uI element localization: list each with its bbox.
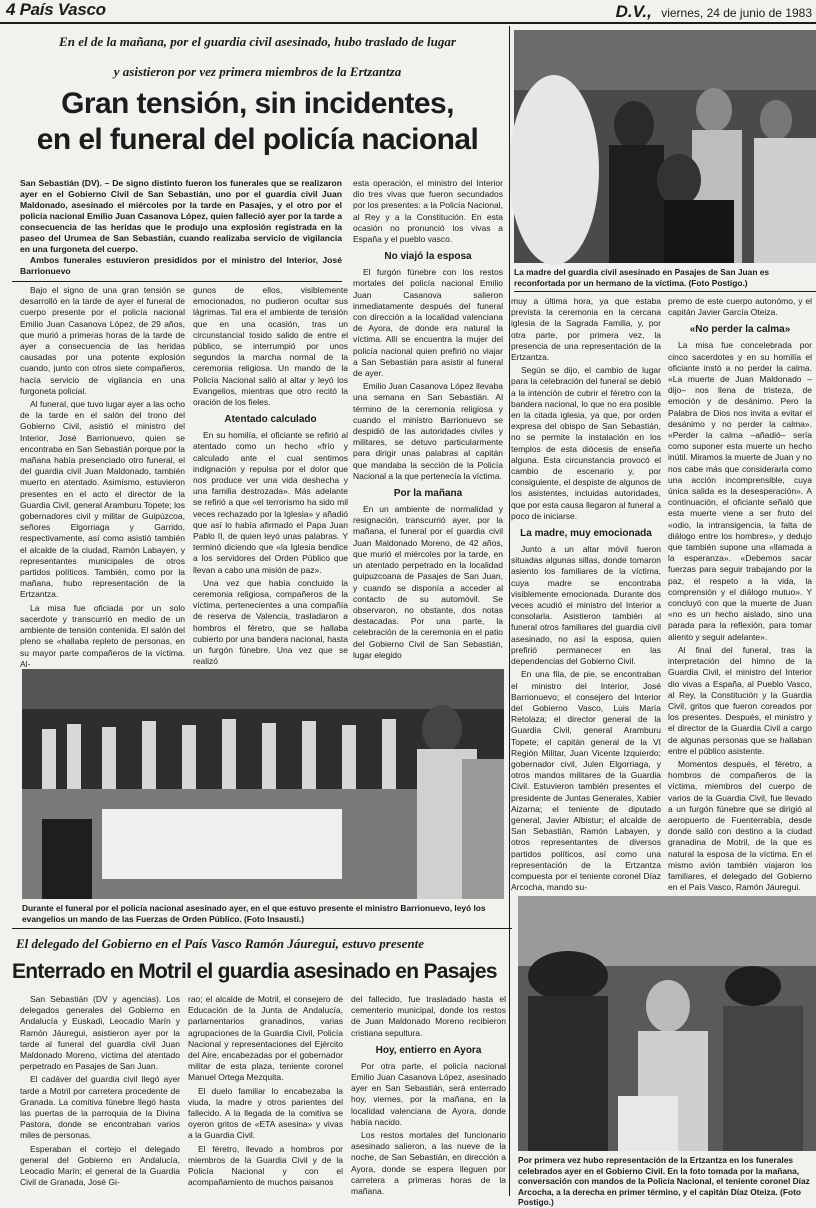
story1-headline — [10, 86, 505, 158]
paragraph: esta operación, el ministro del Interior dio tres vivas que fueron secundados por los presentes: a la Policía Nacional, al Rey y a la Constitución. En esta ocasión no pronunció los vivas a España y el pueblo vasco. — [353, 178, 503, 245]
paragraph: San Sebastián (DV y agencias). Los delegados generales del Gobierno en Andalucía y Euskadi, Leocadio Marín y Ramón Jáuregui, asistieron ayer por la tarde al funeral del guardia civil Juan Maldonado Moreno, víctima del atentado perpetrado en Pasajes de San Juan. — [20, 994, 180, 1072]
paragraph: En un ambiente de normalidad y resignación, transcurrió ayer, por la mañana, el funeral por el guardia civil Juan Maldonado Moreno, de 42 años, que murió el miércoles por la tarde, en un atentado perpetrado en la localidad guipuzcoana de Pasajes de San Juan, y cuando se disponía a acceder al contacto de su automóvil. Se observaron, no obstante, dos notas destacadas. Por una parte, la celebración de la ceremonia en el patio del Gobierno Civil de San Sebastián, lugar elegido — [353, 504, 503, 660]
paragraph: En una fila, de pie, se encontraban el ministro del Interior, José Barrionuevo; el consejero del Interior del Gobierno Vasco, Luis María Retolaza; el director general de la Guardia Civil, general Aramburu Topete; el capitán general de la VI Región Militar, Juan Vicente Izquierdo; gobernador civil, Julen Elgorriaga, y otros mandos militares de la Guardia Civil. Estuvieron también presentes el presidente de Juntas Generales, Xabier Aizarna; el teniente de diputado general, Javier Albistur; el alcalde de San Sebastián, Ramón Labayen, y otros representantes de diversos partidos políticos, así como una representación de la Ertzantza compuesta por el teniente coronel Díaz Arcocha, mando su- — [511, 669, 661, 893]
issue-date: viernes, 24 de junio de 1983 — [661, 6, 812, 20]
photo-funeral-image — [22, 669, 504, 899]
story2-headline: Enterrado en Motril el guardia asesinado en Pasajes — [12, 960, 497, 983]
paragraph: El féretro, llevado a hombros por miembros de la Guardia Civil y de la Policía Nacional y con el acompañamiento de muchos paisanos — [188, 1143, 343, 1188]
paragraph: Por otra parte, el policía nacional Emilio Juan Casanova López, asesinado ayer en San Sebastián, será enterrado hoy, viernes, por la mañana, en la localidad valenciana de Ayora, donde había nacido. — [351, 1060, 506, 1127]
paragraph: Al funeral, que tuvo lugar ayer a las ocho de la tarde en el salón del trono del Gobierno Civil, asistió el ministro del Interior, José Barrionuevo, quien se encontraba en San Sebastián porque por la mañana había presenciado otro funeral, el del guardia civil Juan Maldonado, también muerto en atentado. Asimismo, estuvieron presentes en el acto el director de la Guardia Civil, general Aramburu Topete; los gobernadores civil y militar de Guipúzcoa, señores Elgorriaga y Garrido, respectivamente, así como asistió también el alcalde de la ciudad, Ramón Labayen, y representantes municipales de otros partidos políticos. También, como por la mañana, hubo representación de la Ertzantza. — [20, 399, 185, 600]
subhead-esposa: No viajó la esposa — [384, 251, 472, 263]
photo-mother-image — [514, 30, 816, 263]
caption1-divider — [514, 291, 816, 292]
subhead-ayora: Hoy, entierro en Ayora — [375, 1044, 482, 1056]
paragraph: Esperaban el cortejo el delegado general del Gobierno en Andalucía, Leocadio Marín; el general de la Guardia Civil de Granada, José Gi- — [20, 1143, 180, 1188]
paragraph: Bajo el signo de una gran tensión se desarrolló en la tarde de ayer el funeral de cuerpo presente por el policía nacional Emilio Juan Casanova López, de 29 años, que murió a primeras horas de la tarde de ayer a consecuencia de las heridas causadas por una potente explosión cuando, junto con otros siete compañeros, hacía servicio de vigilancia en una furgoneta policial. — [20, 285, 185, 396]
paragraph: Junto a un altar móvil fueron situadas algunas sillas, donde tomaron asiento los familiares de la víctima, cuya madre se encontraba visiblemente emocionada. Durante dos veces acudió el ministro del Interior a consolarla. Asistieron también al funeral otros familiares del guardia civil asesinado, no así la esposa, quien prefirió permanecer en las dependencias del Gobierno Civil. — [511, 544, 661, 667]
story2-kicker: El delegado del Gobierno en el País Vasco Ramón Jáuregui, estuvo presente — [16, 936, 425, 951]
paragraph: premo de este cuerpo autonómo, y el capitán Javier García Oteiza. — [668, 296, 812, 318]
section-label: 4 País Vasco — [6, 0, 106, 19]
subhead-manana: Por la mañana — [393, 488, 463, 500]
paper-name: D.V., — [615, 2, 652, 21]
paragraph: muy a última hora, ya que estaba prevista la ceremonia en la cercana iglesia de la Sagrada Familia, y, por otra parte, por primera vez, la presencia de una representación de la Ertzantza. — [511, 296, 661, 363]
story1-column-c — [353, 178, 503, 665]
story1-lead-text: San Sebastián (DV). – De signo distinto fueron los funerales que se realizaron ayer en el Gobierno Civil de San Sebastián, uno por el guardia civil Juan Maldonado, asesinado el miércoles por la tarde en Pasajes, y el otro por el policía nacional Emilio Juan Casanova López, quien falleció ayer por la tarde a consecuencia de las heridas que le produjo una explosión registrada en la paseo del Urumea de San Sebastián, cuando realizaba servicio de vigilancia en una furgoneta del cuerpo. — [20, 178, 342, 254]
paragraph: El furgón fúnebre con los restos mortales del policía nacional Emilio Juan Casanova salieron inmediatamente después del funeral con dirección a la localidad valenciana de Ayora, de donde era natural la víctima. Allí se encuentra la mujer del policía nacional quien prefirió no viajar a San Sebastián para asistir al funeral de ayer. — [353, 267, 503, 379]
story2-column-c — [351, 994, 506, 1197]
story1-column-e — [668, 296, 812, 892]
story2-column-a — [20, 994, 180, 1194]
issue-info — [616, 2, 812, 22]
paragraph: Emilio Juan Casanova López llevaba una semana en San Sebastián. Al término de la ceremonia religiosa y cuando el ministro Barrionuevo se despidió de las autoridades civiles y militares, se detuvo particularmente para dirigir unas palabras al capitán que mandaba la sección de la Policía Nacional a la que pertenecía la víctima. — [353, 381, 503, 481]
photo-ertzantza-image — [518, 896, 816, 1151]
paragraph: gunos de ellos, visiblemente emocionados, no pudieron ocultar sus lágrimas. Tal era el ambiente de tensión que en una ocasión, tras un circunstancial tosido salido de entre el público, se interrumpió por unos segundos la marcha normal de la ceremonia religiosa. Un mando de la Policía Nacional salió al altar y leyó los Evangelios, mientras que otro recitó la oración de los fieles. — [193, 285, 348, 408]
photo1-caption: La madre del guardia civil asesinado en Pasajes de San Juan es reconfortada por un hermano de la víctima. (Foto Postigo.) — [514, 267, 770, 288]
photo-ertzantza — [518, 896, 816, 1151]
photo3-caption: Por primera vez hubo representación de la Ertzantza en los funerales celebrados ayer en el Gobierno Civil. En la foto tomada por la mañana, conversación con mandos de la Policía Nacional, el teniente coronel Díaz Arcocha, a la derecha en primer término, y el capitán Díaz Oteiza. (Foto Postigo.) — [518, 1155, 810, 1207]
story1-column-d — [511, 296, 661, 892]
header-rule — [0, 22, 816, 24]
story1-lead — [20, 178, 342, 276]
lead-divider — [12, 281, 342, 282]
story1-lead-subtitle: Ambos funerales estuvieron presididos por el ministro del Interior, José Barrionuevo — [20, 255, 342, 276]
subhead-calma: «No perder la calma» — [689, 324, 791, 336]
story1-kicker-line1: En el de la mañana, por el guardia civil asesinado, hubo traslado de lugar — [59, 34, 456, 49]
column-rule — [509, 26, 510, 1196]
subhead-atentado: Atentado calculado — [224, 414, 317, 426]
story1-headline-line1: Gran tensión, sin incidentes, — [61, 87, 454, 120]
paragraph: La misa fue concelebrada por cinco sacerdotes y en su homilía el oficiante instó a no perder la calma. «La muerte de Juan Maldonado –dijo– nos llena de tristeza, de emoción y de desánimo. Pero la Palabra de Dios nos invita a evitar el desánimo y no perder la calma». «Perder la calma –añadió– sería como suponer esta muerte un hecho inútil. Miramos la muerte de Juan y no nos cabe más que considerarla como una acción incomprensible, cuya única salida es la desesperación». A continuación, el oficiante señaló que esta muerte viene a ser fruto del «odio, la intransigencia, la falta de diálogo entre los hombres», y dedujo que también supone una «llamada a la esperanza». «Debemos sacar fuerzas para seguir trabajando por la paz, el respeto a la vida, la comprensión y el diálogo mutuo». Y concluyó con que la muerte de Juan «no es un hecho aislado, sino una parada para la reflexión, para tomar aliento y seguir adelante». — [668, 340, 812, 642]
paragraph: En su homilía, el oficiante se refirió al atentado como un hecho «frío y calculado ante el cual sentimos indignación y repulsa por el dolor que nos produce ver una vida deshecha y una familia destrozada». Más adelante se refirió a que «el terrorismo ha sido mil veces rechazado por la Iglesia» y añadió que así lo había afirmado el Papa Juan Pablo II, de quien leyó unas palabras. Y terminó diciendo que «la Iglesia bendice a los servidores del Orden Público que llevan a cabo una misión de paz». — [193, 430, 348, 575]
paragraph: Momentos después, el féretro, a hombros de compañeros de la víctima, miembros del cuerpo de varios de la Guardia Civil, fue llevado a un furgón fúnebre que se dirigió al aeropuerto de Fuenterrabía, desde donde salió con destino a la ciudad granadina de Motril, de la que es natural la esposa de la víctima. En el mismo avión también viajaron los familiares, el delegado del Gobierno en el País Vasco, Ramón Jáuregui. — [668, 758, 812, 893]
story1-column-a — [20, 285, 185, 669]
paragraph: La misa fue oficiada por un solo sacerdote y transcurrió en medio de un ambiente de tensión contenida. El salón del pleno se «hallaba repleto de personas, en su mayor parte compañeros de la víctima. Al- — [20, 602, 185, 669]
photo2-caption: Durante el funeral por el policía nacional asesinado ayer, en el que estuvo presente el ministro Barrionuevo, leyó los evangelios un mando de las Fuerzas de Orden Público. (Foto Insausti.) — [22, 903, 486, 924]
paragraph: Según se dijo, el cambio de lugar para la celebración del funeral se debió a la intención de cubrir el féretro con la bandera nacional, lo que no era posible en la citada iglesia, ya que, por orden expresa del obispo de San Sebastián, no se permite la instalación en los templos de esta diócesis de enseña alguna. Esta circunstancia provocó el cambio de escenario y, por consiguiente, el despiste de algunos de los asistentes, incluidas autoridades, que por esta causa llegaron al funeral a poco de iniciarse. — [511, 365, 661, 521]
paragraph: El duelo familiar lo encabezaba la viuda, la madre y otros parientes del fallecido. A la llegada de la comitiva se oyeron gritos de «ETA asesina» y vivas a la Guardia Civil. — [188, 1085, 343, 1141]
paragraph: Los restos mortales del funcionario asesinado salieron, a las nueve de la noche, de San Sebastián, en dirección a Ayora, donde se espera lleguen por carretera a primeras horas de la mañana. — [351, 1130, 506, 1197]
paragraph: Una vez que había concluido la ceremonia religiosa, compañeros de la víctima, pertenecientes a una compañía de reserva de Valencia, trasladaron a hombros el féretro, que se hallaba cubierto por una bandera nacional, hasta un furgón fúnebre. Una vez que se realizó — [193, 577, 348, 667]
paragraph: rao; el alcalde de Motril, el consejero de Educación de la Junta de Andalucía, parlamentarios granadinos, varias agrupaciones de la Guardia Civil, Policía Nacional y representaciones del Ejército del Aire, encabezadas por el gobernador militar de esta plaza, teniente coronel Manuel Ortega Mezquita. — [188, 994, 343, 1083]
story1-kicker-line2: y asistieron por vez primera miembros de la Ertzantza — [113, 64, 402, 79]
story-divider — [12, 928, 512, 929]
paragraph: del fallecido, fue trasladado hasta el cementerio municipal, donde los restos de Juan Maldonado Moreno recibieron cristiana sepultura. — [351, 994, 506, 1038]
story1-headline-line2: en el funeral del policía nacional — [36, 123, 479, 156]
story2-column-b — [188, 994, 343, 1194]
subhead-madre: La madre, muy emocionada — [520, 528, 652, 540]
photo-funeral-hall — [22, 669, 504, 899]
paragraph: Al final del funeral, tras la interpretación del himno de la Guardia Civil, el ministro del Interior dio vivas a España, al Pueblo Vasco, al Rey, la Constitución y la Guardia Civil, gritos que fueron coreados por los presentes. Después, el ministro y el director de la Guardia Civil a cargo de algunas personas que se hallaban entre el público asistente. — [668, 644, 812, 756]
paragraph: El cadáver del guardia civil llegó ayer tarde a Motril por carretera procedente de Granada. La comitiva fúnebre llegó hasta las puertas de la parroquia de la Divina Pastora, donde se encontraban varios miles de personas. — [20, 1074, 180, 1141]
story1-column-b — [193, 285, 348, 665]
photo-mother-comforted — [514, 30, 816, 263]
